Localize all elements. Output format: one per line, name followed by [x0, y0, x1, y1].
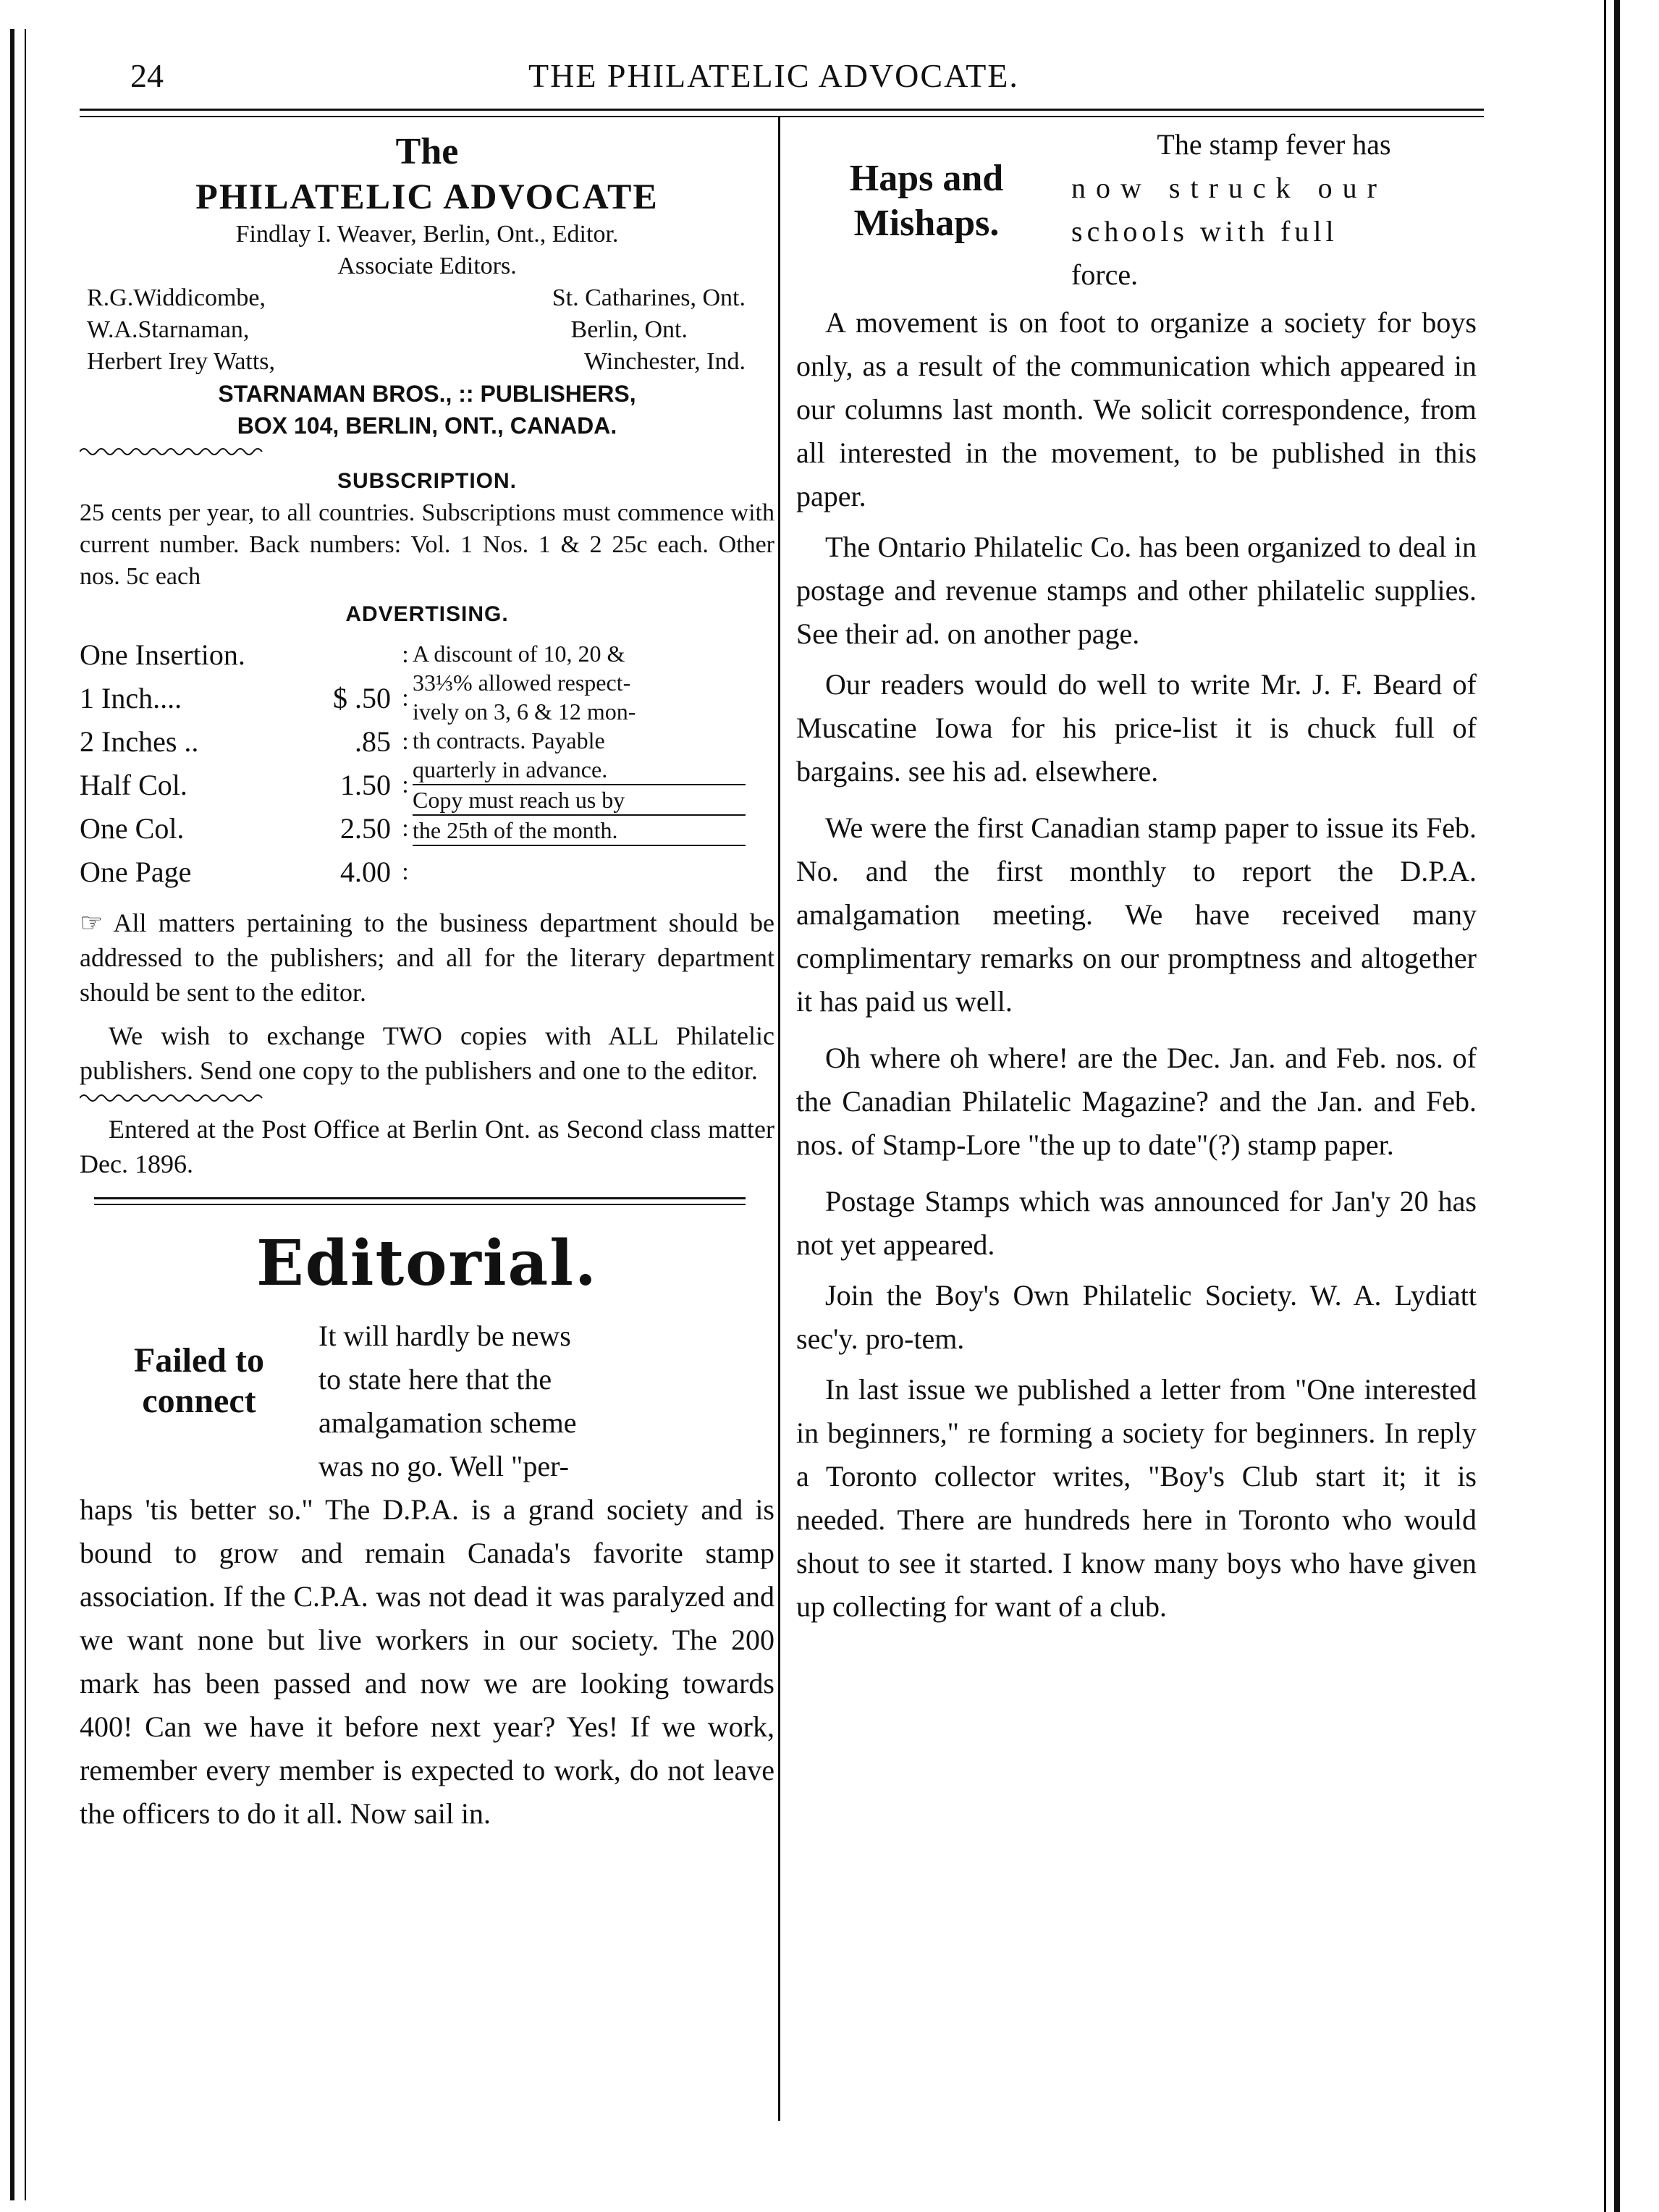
column-divider: [778, 116, 780, 2121]
editorial-body: haps 'tis better so." The D.P.A. is a grand society and is bound to grow and remain Canada's favorite stamp association. If the C.P.A. was not dead it was paralyzed and we want none but live workers in our society. The 200 mark has been passed and now we are looking towards 400! Can we have it before next year? Yes! If we work, remember every member is expected to work, do not leave the officers to do it all. Now sail in.: [80, 1493, 774, 1830]
paragraph: The Ontario Philatelic Co. has been organized to deal in postage and revenue stamps and other philatelic supplies. See their ad. on another page.: [796, 531, 1477, 650]
header-rule: [80, 109, 1484, 111]
paragraph: A movement is on foot to organize a society for boys only, as a result of the communication which appeared in our columns last month. We solicit correspondence, from all interested in the movement, to be published in this paper.: [796, 306, 1477, 512]
rate-row: 2 Inches .. .85: [80, 725, 391, 758]
lead-line: to state here that the: [318, 1363, 552, 1396]
lead-line: was no go. Well "per-: [318, 1450, 569, 1482]
right-border-line: [1614, 0, 1620, 2212]
associate-row: [80, 346, 774, 378]
associate-label: Associate Editors.: [337, 253, 517, 279]
exchange-note: We wish to exchange TWO copies with ALL Philatelic publishers. Send one copy to the publishers and one to the editor.: [80, 1021, 774, 1085]
editorial-heading: Editorial.: [256, 1227, 598, 1300]
advertising-heading: ADVERTISING.: [345, 602, 509, 626]
right-border-line-inner: [1604, 0, 1606, 2212]
rate-row: 1 Inch.... $ .50: [80, 682, 391, 714]
rate-list: [80, 633, 398, 894]
rate-row: One Col. 2.50: [80, 812, 391, 845]
header-title: THE PHILATELIC ADVOCATE.: [528, 57, 1019, 94]
terms-line: Copy must reach us by: [413, 784, 746, 816]
business-note: ☞ All matters pertaining to the business department should be addressed to the publishers; and all for the literary department should be sent to the editor.: [80, 908, 774, 1007]
haps-body: [796, 301, 1477, 1629]
associate-row: [80, 314, 774, 346]
paragraph: Our readers would do well to write Mr. J. F. Beard of Muscatine Iowa for his price-list it is chuck full of bargains. see his ad. elsewhere.: [796, 668, 1477, 788]
lead-line: schools with full: [1071, 215, 1338, 248]
failed-to-connect-heading: Failed to connect: [134, 1341, 264, 1420]
associate-name: Herbert Irey Watts,: [87, 348, 276, 375]
terms-line: quarterly in advance.: [413, 756, 608, 782]
haps-lead-lines: [1057, 123, 1477, 297]
terms-line: the 25th of the month.: [413, 816, 746, 846]
associate-name: R.G.Widdicombe,: [87, 284, 266, 311]
editorial-rule: [94, 1197, 746, 1199]
publishers-line: STARNAMAN BROS., :: PUBLISHERS,: [218, 381, 636, 407]
left-border-line-inner: [25, 29, 26, 2200]
haps-lead: [796, 123, 1477, 297]
left-border-line: [10, 29, 14, 2200]
paragraph: Join the Boy's Own Philatelic Society. W. A. Lydiatt sec'y. pro-tem.: [796, 1279, 1477, 1355]
masthead-title: PHILATELIC ADVOCATE: [195, 176, 659, 216]
editorial-lead-lines: [318, 1314, 774, 1488]
associate-row: [80, 282, 774, 314]
paragraph: In last issue we published a letter from "One interested in beginners," re forming a society for beginners. In reply a Toronto collector writes, "Boy's Club start it; it is needed. There are hundreds here in Toronto who would shout to see it started. I know many boys who have given up collecting for want of a club.: [796, 1373, 1477, 1623]
associate-name: W.A.Starnaman,: [87, 316, 250, 343]
paragraph: We were the first Canadian stamp paper to issue its Feb. No. and the first monthly to report the D.P.A. amalgamation meeting. We have received many complimentary remarks on our promptness and altogether it has paid us well.: [796, 811, 1477, 1018]
masthead-the: The: [395, 131, 459, 172]
running-header: [123, 56, 1469, 107]
rate-row: One Page 4.00: [80, 856, 391, 888]
address-line: BOX 104, BERLIN, ONT., CANADA.: [237, 413, 617, 439]
left-column: [80, 123, 774, 1836]
editorial-lead: [80, 1314, 774, 1488]
terms-line: th contracts. Payable: [413, 727, 605, 753]
haps-and-mishaps-heading: Haps and Mishaps.: [849, 158, 1004, 244]
terms-line: ively on 3, 6 & 12 mon-: [413, 698, 636, 725]
ornament-squiggle: [80, 446, 268, 457]
rate-terms: [413, 633, 746, 894]
lead-line: now struck our: [1071, 172, 1387, 204]
subscription-text: 25 cents per year, to all countries. Subscriptions must commence with current number. Back numbers: Vol. 1 Nos. 1 & 2 25c each. Other nos. 5c each: [80, 499, 774, 590]
lead-line: It will hardly be news: [318, 1320, 571, 1352]
associate-place: Winchester, Ind.: [584, 348, 746, 375]
rate-row: One Insertion.: [80, 638, 245, 671]
editor-line: Findlay I. Weaver, Berlin, Ont., Editor.: [235, 221, 619, 248]
advertising-rates: [80, 633, 774, 894]
right-column: [796, 123, 1477, 1636]
paragraph: Postage Stamps which was announced for Jan'y 20 has not yet appeared.: [796, 1185, 1477, 1261]
associate-place: Berlin, Ont.: [570, 316, 688, 343]
subscription-heading: SUBSCRIPTION.: [337, 469, 518, 493]
paragraph: Oh where oh where! are the Dec. Jan. and Feb. nos. of the Canadian Philatelic Magazine? and the Jan. and Feb. nos. of Stamp-Lore "the up to date"(?) stamp paper.: [796, 1042, 1477, 1161]
terms-line: A discount of 10, 20 &: [413, 641, 625, 667]
lead-line: The stamp fever has: [1157, 128, 1391, 161]
lead-line: amalgamation scheme: [318, 1406, 577, 1439]
entry-note: Entered at the Post Office at Berlin Ont. as Second class matter Dec. 1896.: [80, 1115, 774, 1178]
page-number: 24: [130, 57, 164, 94]
editorial-rule-thin: [94, 1204, 746, 1205]
rates-separator: : : : : : :: [402, 641, 409, 885]
lead-line: force.: [1071, 258, 1139, 291]
rate-row: Half Col. 1.50: [80, 769, 391, 801]
ornament-squiggle: [80, 1092, 268, 1104]
header-rule-thin: [80, 116, 1484, 117]
associate-place: St. Catharines, Ont.: [552, 284, 746, 311]
terms-line: 33⅓% allowed respect-: [413, 670, 631, 696]
